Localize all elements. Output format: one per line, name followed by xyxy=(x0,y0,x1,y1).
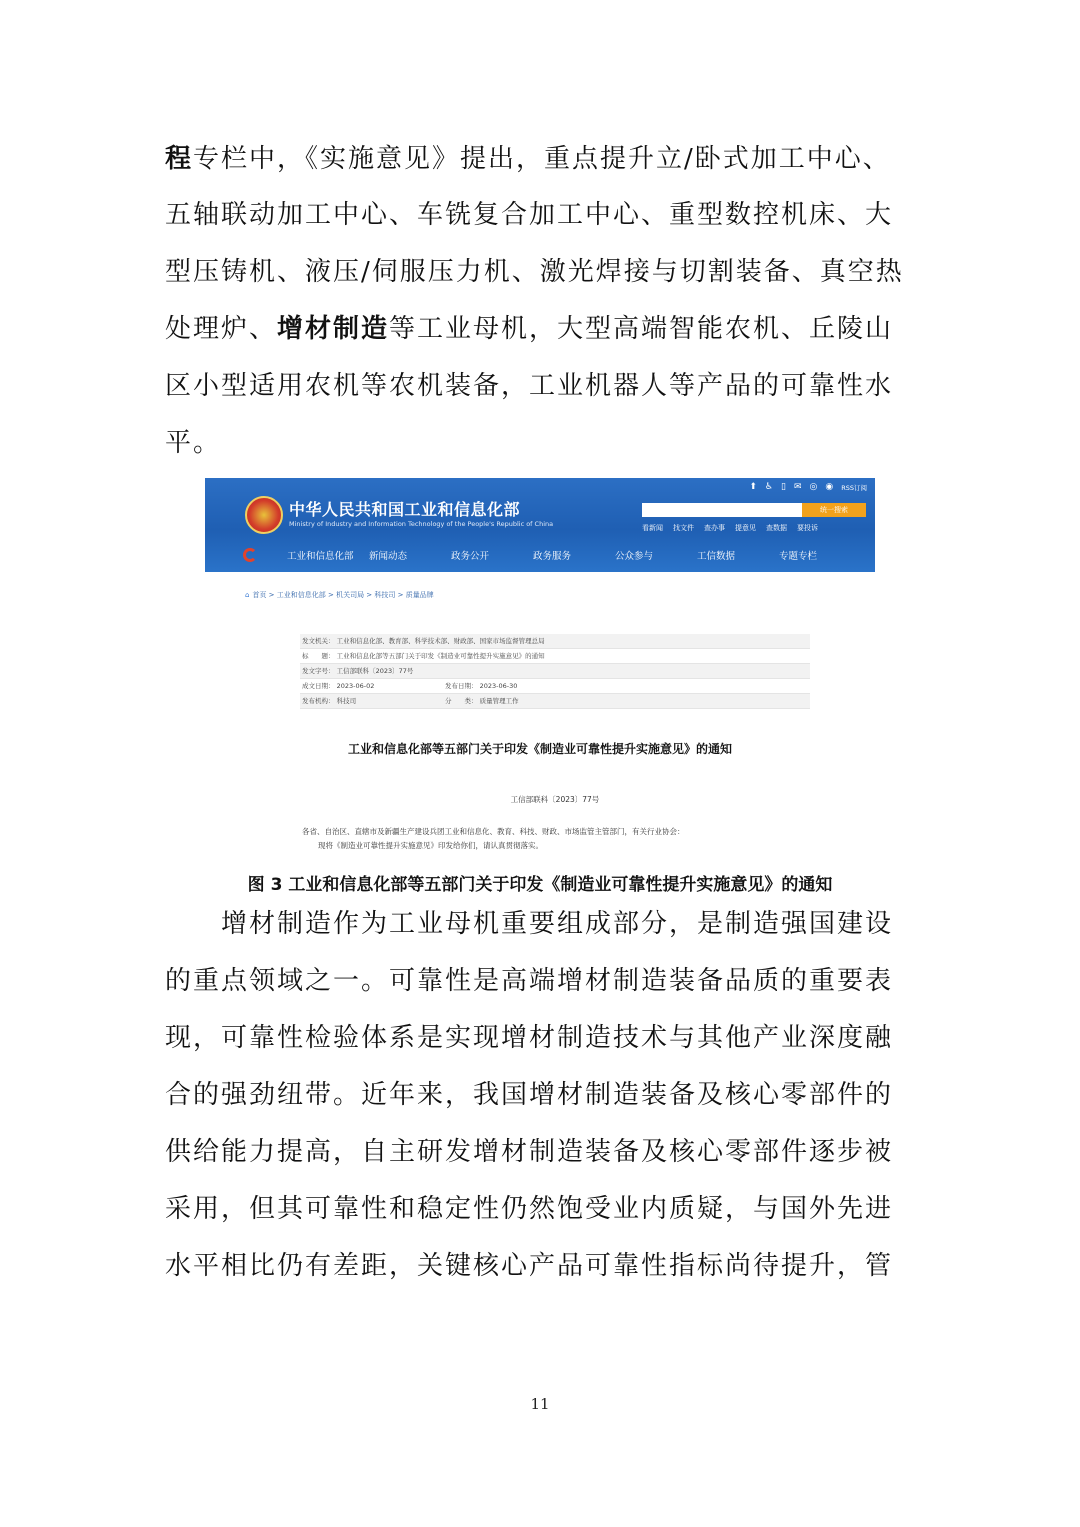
para2-line-6: 采用，但其可靠性和稳定性仍然饱受业内质疑，与国外先进 xyxy=(165,1194,894,1224)
para2-line-3: 现，可靠性检验体系是实现增材制造技术与其他产业深度融 xyxy=(165,1023,894,1053)
quick-link[interactable]: 提意见 xyxy=(735,524,756,532)
meta-org: 发布机构： 科技司 xyxy=(302,697,357,705)
nav-item[interactable]: 工信数据 xyxy=(697,551,736,562)
para2-line-7: 水平相比仍有差距，关键核心产品可靠性指标尚待提升，管 xyxy=(165,1251,894,1281)
notice-number: 工信部联科〔2023〕77号 xyxy=(510,795,600,804)
weibo-icon[interactable]: ◎ xyxy=(809,482,818,492)
search-input[interactable] xyxy=(642,503,802,517)
notice-body: 现将《制造业可靠性提升实施意见》印发给你们，请认真贯彻落实。 xyxy=(318,841,543,850)
national-emblem-icon xyxy=(245,496,283,534)
document-meta-table xyxy=(300,634,810,709)
para1-line-6: 平。 xyxy=(165,428,222,458)
meta-row-dates xyxy=(300,679,810,694)
share-icon[interactable]: ⬆ xyxy=(749,482,757,492)
rss-link[interactable]: RSS订阅 xyxy=(841,483,867,492)
breadcrumb-text[interactable]: 首页 > 工业和信息化部 > 机关司局 > 科技司 > 质量品牌 xyxy=(252,591,434,599)
nav-item[interactable]: 新闻动态 xyxy=(369,551,408,562)
site-banner xyxy=(205,478,875,572)
nav-item[interactable]: 政务公开 xyxy=(451,551,490,562)
meta-published: 发布日期： 2023-06-30 xyxy=(445,682,518,690)
quick-link[interactable]: 查数据 xyxy=(766,524,787,532)
home-icon[interactable]: ⌂ xyxy=(245,591,250,599)
nav-item[interactable]: 政务服务 xyxy=(533,551,572,562)
quick-link[interactable]: 要投诉 xyxy=(797,524,818,532)
quick-link[interactable]: 查办事 xyxy=(704,524,725,532)
para1-bold-char: 程 xyxy=(165,144,194,174)
site-title: 中华人民共和国工业和信息化部 xyxy=(289,500,521,519)
breadcrumb xyxy=(245,590,434,600)
para1-line-1 xyxy=(165,138,891,175)
para1-bold-term: 增材制造 xyxy=(277,314,390,344)
page-number: 11 xyxy=(530,1395,550,1413)
para1-line4-pre: 处理炉、 xyxy=(165,314,278,344)
meta-created: 成文日期： 2023-06-02 xyxy=(302,682,375,690)
para1-line4-post: 等工业母机，大型高端智能农机、丘陵山 xyxy=(389,314,894,344)
mail-icon[interactable]: ✉ xyxy=(793,482,802,492)
meta-issuer: 发文机关： 工业和信息化部、教育部、科学技术部、财政部、国家市场监督管理总局 xyxy=(302,637,545,645)
notice-addressee: 各省、自治区、直辖市及新疆生产建设兵团工业和信息化、教育、科技、财政、市场监管主管部门，有关行业协会： xyxy=(302,827,685,836)
para2-line-1: 增材制造作为工业母机重要组成部分，是制造强国建设 xyxy=(221,909,894,939)
para1-line-3: 型压铸机、液压/伺服压力机、激光焊接与切割装备、真空热 xyxy=(165,257,904,287)
accessibility-icon[interactable]: ♿ xyxy=(764,482,773,492)
para1-line-4 xyxy=(165,308,893,345)
para2-line-5: 供给能力提高，自主研发增材制造装备及核心零部件逐步被 xyxy=(165,1137,894,1167)
site-subtitle: Ministry of Industry and Information Technology of the People's Republic of China xyxy=(289,520,554,528)
meta-row-docno xyxy=(300,664,810,679)
para1-line1-text: 专栏中，《实施意见》提出，重点提升立/卧式加工中心、 xyxy=(193,144,891,174)
wechat-icon[interactable]: ◉ xyxy=(825,482,834,492)
meta-row-title xyxy=(300,649,810,664)
nav-item[interactable]: 工业和信息化部 xyxy=(287,551,354,562)
utility-bar xyxy=(749,482,867,492)
main-nav xyxy=(205,544,875,566)
para1-line-2: 五轴联动加工中心、车铣复合加工中心、重型数控机床、大 xyxy=(165,200,894,230)
mobile-icon[interactable]: ▯ xyxy=(781,482,786,492)
figure-caption: 图 3 工业和信息化部等五部门关于印发《制造业可靠性提升实施意见》的通知 xyxy=(247,875,833,895)
para2-line-2: 的重点领域之一。可靠性是高端增材制造装备品质的重要表 xyxy=(165,966,894,996)
ministry-logo-icon xyxy=(243,548,257,562)
meta-category: 分 类： 质量管理工作 xyxy=(445,697,519,705)
meta-row-org xyxy=(300,694,810,709)
meta-title: 标 题： 工业和信息化部等五部门关于印发《制造业可靠性提升实施意见》的通知 xyxy=(302,652,545,660)
meta-row-issuer xyxy=(300,634,810,649)
para2-line-4: 合的强劲纽带。近年来，我国增材制造装备及核心零部件的 xyxy=(165,1080,894,1110)
quick-link[interactable]: 看新闻 xyxy=(642,524,663,532)
search-button[interactable]: 统一搜索 xyxy=(802,503,866,517)
quick-links xyxy=(642,523,818,533)
notice-title: 工业和信息化部等五部门关于印发《制造业可靠性提升实施意见》的通知 xyxy=(347,742,732,756)
nav-item[interactable]: 专题专栏 xyxy=(779,551,818,562)
para1-line-5: 区小型适用农机等农机装备，工业机器人等产品的可靠性水 xyxy=(165,371,894,401)
nav-item[interactable]: 公众参与 xyxy=(615,551,654,562)
meta-docno: 发文字号： 工信部联科〔2023〕77号 xyxy=(302,667,414,675)
website-screenshot-figure xyxy=(205,478,875,858)
quick-link[interactable]: 找文件 xyxy=(673,524,694,532)
